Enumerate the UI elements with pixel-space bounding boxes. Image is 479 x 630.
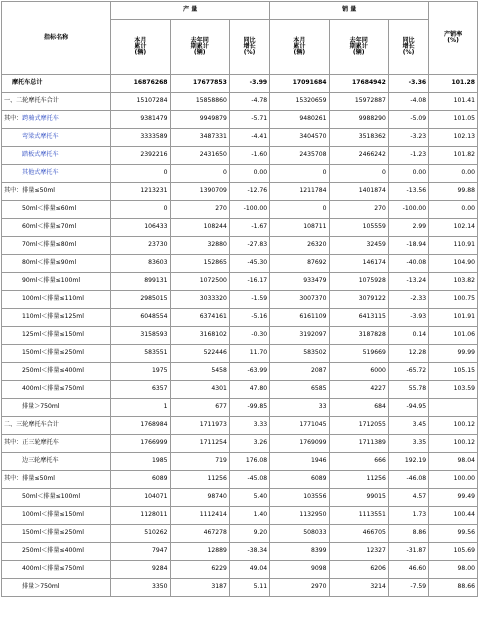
row-label: 其中：排量≤50ml <box>2 183 111 201</box>
production-prev-cell: 677 <box>170 399 229 417</box>
sales-prev-cell: 466705 <box>329 525 388 543</box>
ratio-cell: 98.00 <box>429 561 478 579</box>
sales-prev-cell: 17684942 <box>329 75 388 93</box>
sales-yoy-cell: 192.19 <box>388 453 428 471</box>
sales-yoy-cell: -13.24 <box>388 273 428 291</box>
indicator-header: 指标名称 <box>2 2 111 75</box>
production-current-cell: 3333589 <box>111 129 170 147</box>
ratio-cell: 100.44 <box>429 507 478 525</box>
production-yoy-cell: 5.11 <box>229 579 269 597</box>
production-prev-cell: 1711973 <box>170 417 229 435</box>
sales-current-cell: 933479 <box>270 273 329 291</box>
production-current-cell: 0 <box>111 201 170 219</box>
production-yoy-cell: 1.40 <box>229 507 269 525</box>
production-current-cell: 1213231 <box>111 183 170 201</box>
ratio-cell: 110.91 <box>429 237 478 255</box>
sales-current-cell: 1771045 <box>270 417 329 435</box>
production-current-cell: 3158593 <box>111 327 170 345</box>
production-yoy-cell: -1.67 <box>229 219 269 237</box>
production-prev-cell: 522446 <box>170 345 229 363</box>
table-row <box>2 381 478 399</box>
production-current-cell: 1128011 <box>111 507 170 525</box>
motorcycle-stats-table <box>1 1 478 597</box>
sales-prev-cell: 99015 <box>329 489 388 507</box>
production-prev-cell: 719 <box>170 453 229 471</box>
table-row <box>2 201 478 219</box>
production-current-cell: 899131 <box>111 273 170 291</box>
production-prev-cell: 5458 <box>170 363 229 381</box>
ratio-cell: 100.12 <box>429 417 478 435</box>
table-row <box>2 291 478 309</box>
table-row <box>2 165 478 183</box>
ratio-cell: 101.91 <box>429 309 478 327</box>
row-label-prefix: 其中： <box>4 115 23 123</box>
sales-prev-cell: 3079122 <box>329 291 388 309</box>
production-yoy-cell: -27.83 <box>229 237 269 255</box>
row-label: 100ml＜排量≤110ml <box>2 291 111 309</box>
ratio-cell: 101.41 <box>429 93 478 111</box>
production-prev-cell: 1072500 <box>170 273 229 291</box>
production-current-cell: 1975 <box>111 363 170 381</box>
sales-yoy-cell: 0.14 <box>388 327 428 345</box>
sales-yoy-cell: 55.78 <box>388 381 428 399</box>
production-yoy-cell: 9.20 <box>229 525 269 543</box>
sales-current-cell: 583502 <box>270 345 329 363</box>
sales-current-cell: 103556 <box>270 489 329 507</box>
sales-yoy-cell: 8.86 <box>388 525 428 543</box>
ratio-cell: 0.00 <box>429 201 478 219</box>
sales-prev-cell: 3518362 <box>329 129 388 147</box>
production-prev-cell: 2431650 <box>170 147 229 165</box>
sales-prev-cell: 666 <box>329 453 388 471</box>
sales-yoy-cell: -18.94 <box>388 237 428 255</box>
table-row <box>2 345 478 363</box>
row-label: 排量＞750ml <box>2 579 111 597</box>
ratio-cell: 100.75 <box>429 291 478 309</box>
sales-current-cell: 26320 <box>270 237 329 255</box>
table-row <box>2 327 478 345</box>
production-yoy-cell: 49.04 <box>229 561 269 579</box>
sales-prev-cell: 12327 <box>329 543 388 561</box>
sales-prev-cell: 4227 <box>329 381 388 399</box>
sales-yoy-cell: 46.60 <box>388 561 428 579</box>
sales-prev-cell: 6413115 <box>329 309 388 327</box>
production-yoy-header: 同比 增长 (%) <box>229 20 269 75</box>
sales-current-cell: 1769099 <box>270 435 329 453</box>
production-prev-cell: 152865 <box>170 255 229 273</box>
sales-current-cell: 3192097 <box>270 327 329 345</box>
production-current-cell: 1 <box>111 399 170 417</box>
production-yoy-cell: -38.34 <box>229 543 269 561</box>
production-current-cell: 106433 <box>111 219 170 237</box>
production-current-cell: 3350 <box>111 579 170 597</box>
row-label: 边三轮摩托车 <box>2 453 111 471</box>
table-row <box>2 183 478 201</box>
row-label: 250ml＜排量≤400ml <box>2 543 111 561</box>
production-prev-cell: 108244 <box>170 219 229 237</box>
table-row <box>2 255 478 273</box>
sales-prev-cell: 15972887 <box>329 93 388 111</box>
row-label: 150ml＜排量≤250ml <box>2 525 111 543</box>
table-row <box>2 363 478 381</box>
sales-yoy-cell: -5.09 <box>388 111 428 129</box>
sales-current-cell: 9098 <box>270 561 329 579</box>
sales-prev-cell: 32459 <box>329 237 388 255</box>
production-current-cell: 1985 <box>111 453 170 471</box>
production-prev-cell: 32880 <box>170 237 229 255</box>
production-prev-cell: 270 <box>170 201 229 219</box>
sales-prev-cell: 11256 <box>329 471 388 489</box>
ratio-cell: 100.12 <box>429 435 478 453</box>
sales-current-cell: 2435708 <box>270 147 329 165</box>
sales-prev-cell: 1712055 <box>329 417 388 435</box>
row-label: 二、三轮摩托车合计 <box>2 417 111 435</box>
ratio-cell: 88.66 <box>429 579 478 597</box>
sales-current-cell: 0 <box>270 165 329 183</box>
row-label: 150ml＜排量≤250ml <box>2 345 111 363</box>
sales-yoy-cell: -46.08 <box>388 471 428 489</box>
production-yoy-cell: 5.40 <box>229 489 269 507</box>
ratio-cell: 99.88 <box>429 183 478 201</box>
table-row <box>2 309 478 327</box>
row-label: 125ml＜排量≤150ml <box>2 327 111 345</box>
total-row <box>2 75 478 93</box>
table-row <box>2 489 478 507</box>
sales-current-cell: 108711 <box>270 219 329 237</box>
row-label: 400ml＜排量≤750ml <box>2 381 111 399</box>
row-label: 400ml＜排量≤750ml <box>2 561 111 579</box>
production-current-cell: 9381479 <box>111 111 170 129</box>
row-label: 摩托车总计 <box>2 75 111 93</box>
sales-prev-cell: 9988290 <box>329 111 388 129</box>
sales-prev-cell: 6000 <box>329 363 388 381</box>
production-prev-cell: 467278 <box>170 525 229 543</box>
row-label: 50ml＜排量≤60ml <box>2 201 111 219</box>
sales-prev-cell: 1401874 <box>329 183 388 201</box>
row-label: 其他式摩托车 <box>2 165 111 183</box>
production-yoy-cell: -4.78 <box>229 93 269 111</box>
sales-prev-cell: 1075928 <box>329 273 388 291</box>
row-label: 60ml＜排量≤70ml <box>2 219 111 237</box>
sales-yoy-cell: 4.57 <box>388 489 428 507</box>
sales-prev-cell: 146174 <box>329 255 388 273</box>
production-yoy-cell: -63.99 <box>229 363 269 381</box>
production-yoy-cell: 3.33 <box>229 417 269 435</box>
table-row <box>2 543 478 561</box>
sales-current-cell: 3404570 <box>270 129 329 147</box>
sales-yoy-cell: -65.72 <box>388 363 428 381</box>
ratio-cell: 102.14 <box>429 219 478 237</box>
sales-yoy-cell: 3.45 <box>388 417 428 435</box>
table-row <box>2 129 478 147</box>
ratio-cell: 99.49 <box>429 489 478 507</box>
sales-prev-cell: 3214 <box>329 579 388 597</box>
production-yoy-cell: -100.00 <box>229 201 269 219</box>
sales-yoy-cell: -40.08 <box>388 255 428 273</box>
ratio-cell: 101.05 <box>429 111 478 129</box>
row-label: 100ml＜排量≤150ml <box>2 507 111 525</box>
ratio-cell: 98.04 <box>429 453 478 471</box>
production-yoy-cell: 3.26 <box>229 435 269 453</box>
ratio-cell: 101.28 <box>429 75 478 93</box>
sales-yoy-cell: -13.56 <box>388 183 428 201</box>
sales-current-cell: 17091684 <box>270 75 329 93</box>
table-row <box>2 561 478 579</box>
sales-prev-cell: 105559 <box>329 219 388 237</box>
production-yoy-cell: 176.08 <box>229 453 269 471</box>
ratio-cell: 101.06 <box>429 327 478 345</box>
row-label: 50ml＜排量≤100ml <box>2 489 111 507</box>
table-row <box>2 93 478 111</box>
sales-prev-cell: 0 <box>329 165 388 183</box>
production-current-cell: 83603 <box>111 255 170 273</box>
ratio-cell <box>429 399 478 417</box>
ratio-cell: 0.00 <box>429 165 478 183</box>
sales-yoy-header: 同比 增长 (%) <box>388 20 428 75</box>
row-label: 一、二轮摩托车合计 <box>2 93 111 111</box>
production-prev-cell: 3168102 <box>170 327 229 345</box>
sales-yoy-cell: -94.95 <box>388 399 428 417</box>
ratio-cell: 102.13 <box>429 129 478 147</box>
table-row <box>2 273 478 291</box>
ratio-cell: 104.90 <box>429 255 478 273</box>
production-current-cell: 7947 <box>111 543 170 561</box>
production-current-cell: 583551 <box>111 345 170 363</box>
production-yoy-cell: -12.76 <box>229 183 269 201</box>
row-label: 其中：正三轮摩托车 <box>2 435 111 453</box>
row-label: 90ml＜排量≤100ml <box>2 273 111 291</box>
production-yoy-cell: -5.16 <box>229 309 269 327</box>
sales-current-cell: 9480261 <box>270 111 329 129</box>
production-yoy-cell: 11.70 <box>229 345 269 363</box>
row-label: 250ml＜排量≤400ml <box>2 363 111 381</box>
production-prev-cell: 6374161 <box>170 309 229 327</box>
sales-current-cell: 3007370 <box>270 291 329 309</box>
sales-prev-cell: 1113551 <box>329 507 388 525</box>
sales-yoy-cell: -100.00 <box>388 201 428 219</box>
production-prev-cell: 3487331 <box>170 129 229 147</box>
table-row <box>2 147 478 165</box>
table-row <box>2 237 478 255</box>
production-prev-cell: 1711254 <box>170 435 229 453</box>
ratio-cell: 100.00 <box>429 471 478 489</box>
sales-yoy-cell: 3.35 <box>388 435 428 453</box>
production-current-cell: 104071 <box>111 489 170 507</box>
sales-current-cell: 1211784 <box>270 183 329 201</box>
sales-yoy-cell: -2.33 <box>388 291 428 309</box>
production-current-header: 本月 累计 (辆) <box>111 20 170 75</box>
production-current-cell: 2985015 <box>111 291 170 309</box>
sales-prev-cell: 6206 <box>329 561 388 579</box>
sales-current-cell: 6161109 <box>270 309 329 327</box>
sales-yoy-cell: 0.00 <box>388 165 428 183</box>
sales-prev-header: 去年同 期累计 (辆) <box>329 20 388 75</box>
production-yoy-cell: -45.30 <box>229 255 269 273</box>
production-prev-cell: 1112414 <box>170 507 229 525</box>
table-row <box>2 435 478 453</box>
production-current-cell: 9284 <box>111 561 170 579</box>
sales-current-cell: 6585 <box>270 381 329 399</box>
production-yoy-cell: -1.59 <box>229 291 269 309</box>
sales-current-cell: 15320659 <box>270 93 329 111</box>
production-prev-cell: 98740 <box>170 489 229 507</box>
table-row <box>2 525 478 543</box>
row-label: 70ml＜排量≤80ml <box>2 237 111 255</box>
production-yoy-cell: -4.41 <box>229 129 269 147</box>
sales-current-cell: 87692 <box>270 255 329 273</box>
production-prev-cell: 4301 <box>170 381 229 399</box>
sales-current-header: 本月 累计 (辆) <box>270 20 329 75</box>
sales-yoy-cell: -1.23 <box>388 147 428 165</box>
sales-prev-cell: 1711389 <box>329 435 388 453</box>
ratio-header: 产销率 (%) <box>429 2 478 75</box>
production-current-cell: 1766999 <box>111 435 170 453</box>
production-current-cell: 6089 <box>111 471 170 489</box>
production-yoy-cell: -1.60 <box>229 147 269 165</box>
production-yoy-cell: -0.30 <box>229 327 269 345</box>
sales-group-header: 销 量 <box>270 2 429 20</box>
production-current-cell: 16876268 <box>111 75 170 93</box>
production-group-header: 产 量 <box>111 2 270 20</box>
sales-yoy-cell: -3.93 <box>388 309 428 327</box>
table-row <box>2 507 478 525</box>
production-current-cell: 1768984 <box>111 417 170 435</box>
production-yoy-cell: 47.80 <box>229 381 269 399</box>
sales-current-cell: 33 <box>270 399 329 417</box>
sales-yoy-cell: 1.73 <box>388 507 428 525</box>
production-current-cell: 2392216 <box>111 147 170 165</box>
sales-yoy-cell: -31.87 <box>388 543 428 561</box>
sales-current-cell: 0 <box>270 201 329 219</box>
sales-current-cell: 6089 <box>270 471 329 489</box>
production-prev-cell: 11256 <box>170 471 229 489</box>
row-label: 排量＞750ml <box>2 399 111 417</box>
sales-current-cell: 508033 <box>270 525 329 543</box>
sales-prev-cell: 3187828 <box>329 327 388 345</box>
production-yoy-cell: -5.71 <box>229 111 269 129</box>
sales-prev-cell: 270 <box>329 201 388 219</box>
table-row <box>2 219 478 237</box>
production-yoy-cell: -3.99 <box>229 75 269 93</box>
production-current-cell: 6357 <box>111 381 170 399</box>
ratio-cell: 99.56 <box>429 525 478 543</box>
production-prev-cell: 1390709 <box>170 183 229 201</box>
production-prev-cell: 17677853 <box>170 75 229 93</box>
production-prev-cell: 3187 <box>170 579 229 597</box>
production-prev-header: 去年同 期累计 (辆) <box>170 20 229 75</box>
production-prev-cell: 0 <box>170 165 229 183</box>
sales-prev-cell: 2466242 <box>329 147 388 165</box>
header-row-groups <box>2 2 478 20</box>
ratio-cell: 105.15 <box>429 363 478 381</box>
row-label <box>2 111 111 129</box>
production-current-cell: 0 <box>111 165 170 183</box>
row-label: 80ml＜排量≤90ml <box>2 255 111 273</box>
table-row <box>2 453 478 471</box>
sales-prev-cell: 684 <box>329 399 388 417</box>
sales-current-cell: 1946 <box>270 453 329 471</box>
table-row <box>2 579 478 597</box>
production-prev-cell: 15858860 <box>170 93 229 111</box>
production-current-cell: 23730 <box>111 237 170 255</box>
sales-yoy-cell: 12.28 <box>388 345 428 363</box>
sales-current-cell: 1132950 <box>270 507 329 525</box>
sales-yoy-cell: -4.08 <box>388 93 428 111</box>
sales-prev-cell: 519669 <box>329 345 388 363</box>
production-current-cell: 510262 <box>111 525 170 543</box>
table-row <box>2 111 478 129</box>
production-yoy-cell: -99.85 <box>229 399 269 417</box>
table-row <box>2 471 478 489</box>
production-prev-cell: 6229 <box>170 561 229 579</box>
row-label: 弯梁式摩托车 <box>2 129 111 147</box>
sales-yoy-cell: 2.99 <box>388 219 428 237</box>
sales-current-cell: 2087 <box>270 363 329 381</box>
ratio-cell: 101.82 <box>429 147 478 165</box>
production-prev-cell: 3033320 <box>170 291 229 309</box>
ratio-cell: 99.99 <box>429 345 478 363</box>
ratio-cell: 105.69 <box>429 543 478 561</box>
row-label-highlight: 跨骑式摩托车 <box>22 115 59 123</box>
row-label: 110ml＜排量≤125ml <box>2 309 111 327</box>
table-row <box>2 399 478 417</box>
ratio-cell: 103.59 <box>429 381 478 399</box>
sales-yoy-cell: -3.36 <box>388 75 428 93</box>
row-label: 其中：排量≤50ml <box>2 471 111 489</box>
production-yoy-cell: 0.00 <box>229 165 269 183</box>
production-prev-cell: 12889 <box>170 543 229 561</box>
sales-yoy-cell: -7.59 <box>388 579 428 597</box>
sales-current-cell: 8399 <box>270 543 329 561</box>
sales-yoy-cell: -3.23 <box>388 129 428 147</box>
row-label: 踏板式摩托车 <box>2 147 111 165</box>
sales-current-cell: 2970 <box>270 579 329 597</box>
production-yoy-cell: -16.17 <box>229 273 269 291</box>
production-current-cell: 15107284 <box>111 93 170 111</box>
production-current-cell: 6048554 <box>111 309 170 327</box>
production-yoy-cell: -45.08 <box>229 471 269 489</box>
ratio-cell: 103.82 <box>429 273 478 291</box>
production-prev-cell: 9949879 <box>170 111 229 129</box>
table-row <box>2 417 478 435</box>
